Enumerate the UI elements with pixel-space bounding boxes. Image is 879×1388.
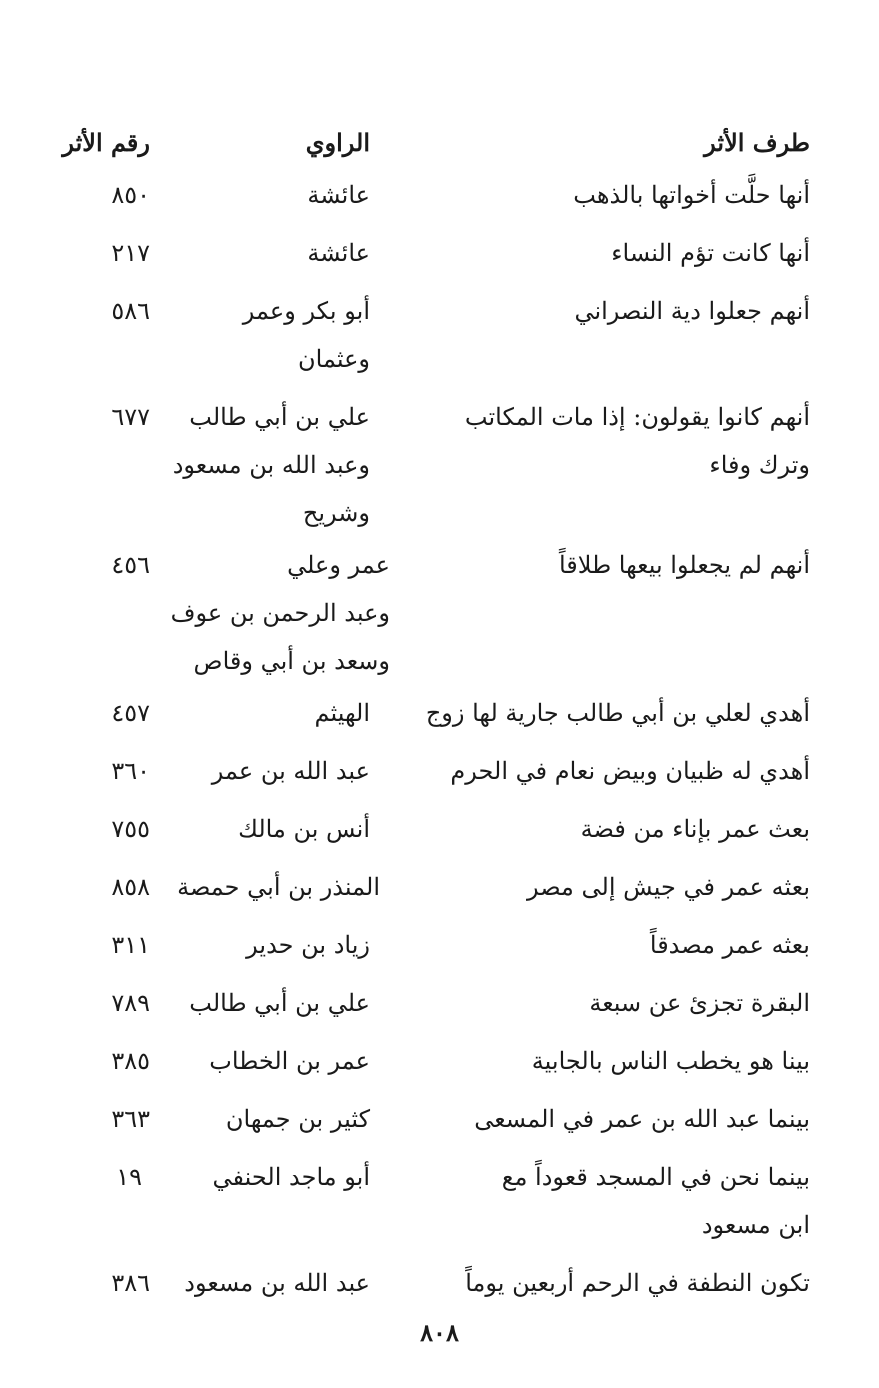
narrator-line: أبو ماجد الحنفي	[212, 1163, 370, 1191]
phrase-line: أهدي له ظبيان وبيض نعام في الحرم	[450, 757, 810, 785]
narrator-line: عائشة	[307, 181, 370, 209]
row-number: ٣٨٦	[111, 1269, 150, 1297]
row-narrator	[180, 1259, 420, 1307]
narrator-line: عائشة	[307, 239, 370, 267]
table-row	[60, 541, 820, 689]
phrase-line: بينما عبد الله بن عمر في المسعى	[474, 1105, 810, 1133]
phrase-line: بينما نحن في المسجد قعوداً مع	[501, 1163, 810, 1191]
phrase-line: أنها حلَّت أخواتها بالذهب	[573, 181, 810, 209]
table-row	[60, 229, 820, 287]
phrase-line: أنهم جعلوا دية النصراني	[574, 297, 810, 325]
row-narrator	[180, 979, 420, 1027]
row-number: ٦٧٧	[111, 403, 150, 431]
phrase-line: أهدي لعلي بن أبي طالب جارية لها زوج	[425, 699, 810, 727]
row-narrator	[177, 863, 420, 911]
phrase-line: أنهم لم يجعلوا بيعها طلاقاً	[558, 551, 810, 579]
narrator-line: عبد الله بن مسعود	[184, 1269, 370, 1297]
row-narrator	[180, 921, 420, 969]
narrator-line: المنذر بن أبي حمصة	[177, 873, 380, 901]
row-phrase	[420, 1153, 820, 1249]
table-row	[60, 689, 820, 747]
table-row	[60, 979, 820, 1037]
row-number: ٨٥٨	[111, 873, 150, 901]
narrator-line: الهيثم	[314, 699, 370, 727]
row-phrase	[420, 863, 820, 911]
row-narrator	[180, 1037, 420, 1085]
phrase-line: بعث عمر بإناء من فضة	[580, 815, 810, 843]
phrase-line: بعثه عمر في جيش إلى مصر	[527, 873, 810, 901]
narrator-line: أنس بن مالك	[238, 815, 370, 843]
table-header	[60, 115, 820, 171]
row-narrator	[180, 1153, 420, 1201]
table-row	[60, 921, 820, 979]
table-row	[60, 805, 820, 863]
row-number: ٣٨٥	[111, 1047, 150, 1075]
row-number: ٥٨٦	[111, 297, 150, 325]
row-phrase	[420, 747, 820, 795]
row-number: ٣٦٠	[111, 757, 150, 785]
row-number: ٣١١	[111, 931, 150, 959]
row-number: ٧٨٩	[111, 989, 150, 1017]
phrase-line: البقرة تجزئ عن سبعة	[589, 989, 810, 1017]
row-phrase	[420, 689, 820, 737]
row-phrase	[420, 1259, 820, 1307]
table-row	[60, 863, 820, 921]
row-phrase	[420, 979, 820, 1027]
row-narrator	[170, 541, 420, 685]
narrator-line: وعبد الرحمن بن عوف	[170, 599, 390, 627]
header-number: رقم الأثر	[62, 128, 150, 157]
table-row	[60, 1153, 820, 1259]
narrator-line: زياد بن حدير	[246, 931, 370, 959]
table-row	[60, 1095, 820, 1153]
row-narrator	[180, 171, 420, 219]
narrator-line: وسعد بن أبي وقاص	[193, 647, 390, 675]
row-phrase	[420, 921, 820, 969]
narrator-line: وشريح	[302, 499, 370, 527]
row-narrator	[180, 287, 420, 383]
row-phrase	[420, 805, 820, 853]
table-row	[60, 171, 820, 229]
narrator-line: وعبد الله بن مسعود	[172, 451, 370, 479]
narrator-line: علي بن أبي طالب	[189, 989, 370, 1017]
row-phrase	[420, 541, 820, 589]
row-narrator	[180, 747, 420, 795]
row-number: ٧٥٥	[111, 815, 150, 843]
narrator-line: كثير بن جمهان	[225, 1105, 370, 1133]
table-row	[60, 1037, 820, 1095]
narrator-line: وعثمان	[298, 345, 370, 373]
row-phrase	[420, 287, 820, 335]
table-row	[60, 747, 820, 805]
index-table	[60, 115, 820, 1317]
row-number: ١٩	[116, 1163, 142, 1191]
row-phrase	[420, 1037, 820, 1085]
narrator-line: علي بن أبي طالب	[189, 403, 370, 431]
table-row	[60, 287, 820, 393]
row-number: ٤٥٧	[111, 699, 150, 727]
row-narrator	[180, 229, 420, 277]
table-row	[60, 393, 820, 541]
phrase-line: بعثه عمر مصدقاً	[649, 931, 810, 959]
header-narrator: الراوي	[305, 128, 370, 157]
row-number: ٢١٧	[111, 239, 150, 267]
narrator-line: عمر بن الخطاب	[209, 1047, 370, 1075]
phrase-line: وترك وفاء	[709, 451, 810, 479]
narrator-line: عبد الله بن عمر	[211, 757, 370, 785]
row-phrase	[420, 1095, 820, 1143]
row-narrator	[180, 805, 420, 853]
row-number: ٣٦٣	[111, 1105, 150, 1133]
phrase-line: أنها كانت تؤم النساء	[611, 239, 810, 267]
row-phrase	[420, 229, 820, 277]
row-narrator	[180, 1095, 420, 1143]
row-phrase	[420, 171, 820, 219]
table-row	[60, 1259, 820, 1317]
narrator-line: عمر وعلي	[287, 551, 390, 579]
row-number: ٤٥٦	[111, 551, 150, 579]
phrase-line: تكون النطفة في الرحم أربعين يوماً	[465, 1269, 810, 1297]
page-number: ٨٠٨	[420, 1318, 459, 1347]
phrase-line: ابن مسعود	[701, 1211, 810, 1239]
narrator-line: أبو بكر وعمر	[242, 297, 370, 325]
header-phrase: طرف الأثر	[704, 128, 810, 157]
row-phrase	[420, 393, 820, 489]
row-number: ٨٥٠	[111, 181, 150, 209]
phrase-line: أنهم كانوا يقولون: إذا مات المكاتب	[464, 403, 810, 431]
phrase-line: بينا هو يخطب الناس بالجابية	[531, 1047, 810, 1075]
row-narrator	[180, 689, 420, 737]
row-narrator	[172, 393, 420, 537]
